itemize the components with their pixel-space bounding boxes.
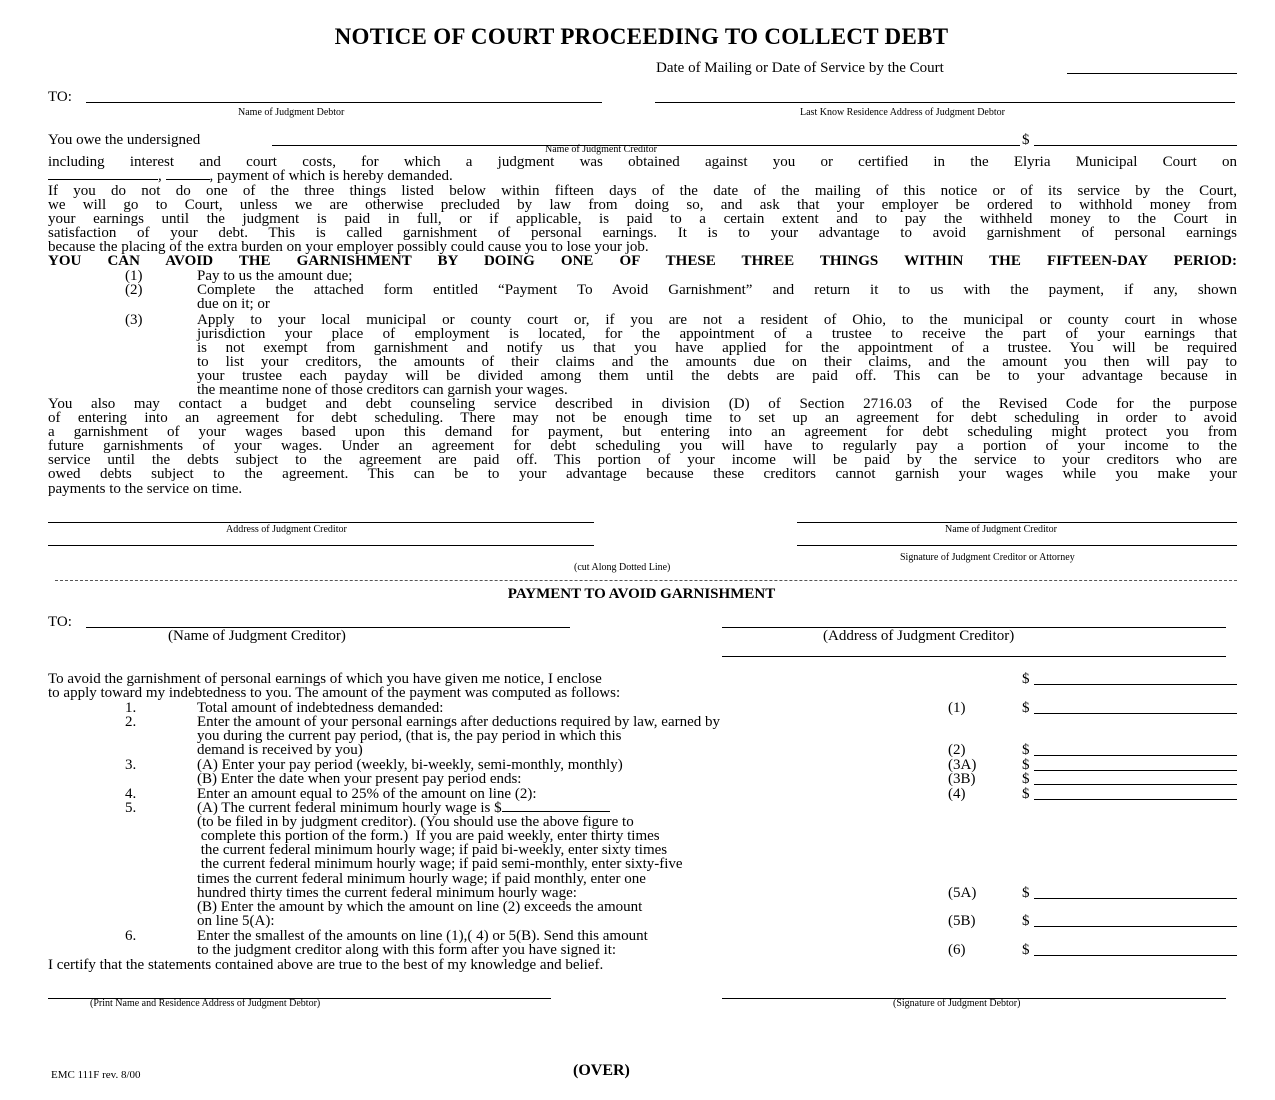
item-number: 6. bbox=[125, 928, 137, 944]
line2-amount-field[interactable] bbox=[1034, 755, 1237, 756]
item-dollar-sign: $ bbox=[1022, 742, 1030, 758]
paragraph2-line: owed debts subject to the agreement. This can be to your advantage because these creditors cannot garnish your wages while you make your bbox=[48, 466, 1237, 482]
option-text: is not exempt from garnishment and notify us that you have applied for the appointment of a trustee. You will be required bbox=[197, 340, 1237, 356]
owe-dollar-sign: $ bbox=[1022, 132, 1030, 148]
judgment-statement-line1: including interest and court costs, for which a judgment was obtained against you or certified in the Elyria Municipal Court on bbox=[48, 154, 1237, 170]
creditor-name-caption: Name of Judgment Creditor bbox=[545, 144, 657, 155]
item-text: on line 5(A): bbox=[197, 913, 275, 929]
creditor-signature-caption: Signature of Judgment Creditor or Attorney bbox=[900, 552, 1075, 563]
line6-amount-field[interactable] bbox=[1034, 955, 1237, 956]
payment-demanded-text: , payment of which is hereby demanded. bbox=[209, 168, 453, 184]
item-code: (1) bbox=[948, 700, 966, 716]
option-number: (1) bbox=[125, 268, 143, 284]
certification-statement: I certify that the statements contained above are true to the best of my knowledge and belief. bbox=[48, 957, 604, 973]
to-label: TO: bbox=[48, 89, 72, 105]
item-text: demand is received by you) bbox=[197, 742, 363, 758]
item-text: hundred thirty times the current federal minimum hourly wage: bbox=[197, 885, 577, 901]
creditor-address-caption: Address of Judgment Creditor bbox=[226, 524, 347, 535]
date-of-mailing-label: Date of Mailing or Date of Service by the Court bbox=[656, 60, 944, 76]
paragraph2-line: of entering into an agreement for debt scheduling. There may not be enough time to set up an agreement for debt scheduling in order to avoid bbox=[48, 410, 1237, 426]
payment-to-label: TO: bbox=[48, 614, 72, 630]
item-dollar-sign: $ bbox=[1022, 885, 1030, 901]
option-text: jurisdiction your place of employment is located, for the appointment of a trustee to receive the part of your earnings that bbox=[197, 326, 1237, 342]
avoid-garnishment-heading: YOU CAN AVOID THE GARNISHMENT BY DOING ONE OF THESE THREE THINGS WITHIN THE FIFTEEN-DAY PERIOD: bbox=[48, 253, 1237, 269]
item-text: Total amount of indebtedness demanded: bbox=[197, 700, 444, 716]
payment-creditor-name-caption: (Name of Judgment Creditor) bbox=[168, 628, 346, 644]
item-text: Enter the amount of your personal earnings after deductions required by law, earned by bbox=[197, 714, 721, 730]
option-text: due on it; or bbox=[197, 296, 270, 312]
cut-line-caption: (cut Along Dotted Line) bbox=[574, 562, 671, 573]
item-dollar-sign: $ bbox=[1022, 771, 1030, 787]
item-dollar-sign: $ bbox=[1022, 913, 1030, 929]
item-text: (B) Enter the date when your present pay period ends: bbox=[197, 771, 522, 787]
creditor-address-field[interactable] bbox=[48, 522, 594, 523]
creditor-signature-field[interactable] bbox=[797, 545, 1237, 546]
item-text: Enter an amount equal to 25% of the amount on line (2): bbox=[197, 786, 537, 802]
print-name-caption: (Print Name and Residence Address of Judgment Debtor) bbox=[90, 998, 321, 1009]
line1-amount-field[interactable] bbox=[1034, 713, 1237, 714]
judgment-debtor-name-field[interactable] bbox=[86, 102, 602, 103]
debtor-address-caption: Last Know Residence Address of Judgment Debtor bbox=[800, 107, 1005, 118]
item-text: Enter the smallest of the amounts on line (1),( 4) or 5(B). Send this amount bbox=[197, 928, 648, 944]
paragraph2-line: payments to the service on time. bbox=[48, 481, 243, 497]
paragraph2-line: You also may contact a budget and debt counseling service described in division (D) of Section 2716.03 of the Revised Code for the purpose bbox=[48, 396, 1237, 412]
judgment-date-field[interactable] bbox=[48, 179, 158, 180]
page-title: NOTICE OF COURT PROCEEDING TO COLLECT DEBT bbox=[334, 24, 949, 49]
paragraph1-line: we will go to Court, unless we are otherwise precluded by law from doing so, and ask that your employer be ordered to withhold money from bbox=[48, 197, 1237, 213]
debtor-address-field[interactable] bbox=[655, 102, 1235, 103]
item-text: (to be filed in by judgment creditor). (You should use the above figure to bbox=[197, 814, 634, 830]
option-text: Pay to us the amount due; bbox=[197, 268, 353, 284]
item-text: times the current federal minimum hourly wage; if paid monthly, enter one bbox=[197, 871, 646, 887]
debtor-name-caption: Name of Judgment Debtor bbox=[238, 107, 345, 118]
item-dollar-sign: $ bbox=[1022, 942, 1030, 958]
paragraph1-line: because the placing of the extra burden on your employer possibly could cause you to lose your job. bbox=[48, 239, 649, 255]
item-code: (3B) bbox=[948, 771, 976, 787]
over-label: (OVER) bbox=[573, 1062, 630, 1079]
date-of-mailing-field[interactable] bbox=[1067, 73, 1237, 74]
item-code: (6) bbox=[948, 942, 966, 958]
line5b-amount-field[interactable] bbox=[1034, 926, 1237, 927]
line5a-amount-field[interactable] bbox=[1034, 898, 1237, 899]
line3b-field[interactable] bbox=[1034, 784, 1237, 785]
item-code: (2) bbox=[948, 742, 966, 758]
option-text: Apply to your local municipal or county court or, if you are not a resident of Ohio, to the municipal or county court in whose bbox=[197, 312, 1237, 328]
creditor-name-field[interactable] bbox=[797, 522, 1237, 523]
form-id: EMC 111F rev. 8/00 bbox=[51, 1069, 141, 1081]
item-dollar-sign: $ bbox=[1022, 757, 1030, 773]
item-text: the current federal minimum hourly wage; if paid bi-weekly, enter sixty times bbox=[197, 842, 668, 858]
item-number: 3. bbox=[125, 757, 137, 773]
paragraph1-line: your earnings until the judgment is paid in full, or if applicable, is paid to a certain extent and to pay the withheld money to the Court in bbox=[48, 211, 1237, 227]
item-number: 4. bbox=[125, 786, 137, 802]
option-text: the meantime none of those creditors can garnish your wages. bbox=[197, 382, 568, 398]
item-dollar-sign: $ bbox=[1022, 700, 1030, 716]
paragraph1-line: satisfaction of your debt. This is called garnishment of personal earnings. It is to your advantage to avoid garnishment of personal earnings bbox=[48, 225, 1237, 241]
option-number: (3) bbox=[125, 312, 143, 328]
enclosed-dollar-sign: $ bbox=[1022, 671, 1030, 687]
item-text: to the judgment creditor along with this form after you have signed it: bbox=[197, 942, 617, 958]
item-number: 1. bbox=[125, 700, 137, 716]
item-code: (3A) bbox=[948, 757, 977, 773]
payment-intro-line1: To avoid the garnishment of personal earnings of which you have given me notice, I enclose bbox=[48, 671, 602, 687]
item-text: complete this portion of the form.) If you are paid weekly, enter thirty times bbox=[197, 828, 660, 844]
owed-amount-field[interactable] bbox=[1034, 145, 1237, 146]
line3a-field[interactable] bbox=[1034, 770, 1237, 771]
item-text: the current federal minimum hourly wage; if paid semi-monthly, enter sixty-five bbox=[197, 856, 683, 872]
item-text: you during the current pay period, (that is, the pay period in which this bbox=[197, 728, 622, 744]
paragraph1-line: If you do not do one of the three things listed below within fifteen days of the date of the mailing of this notice or of its service by the Court, bbox=[48, 183, 1237, 199]
item-number: 2. bbox=[125, 714, 137, 730]
option-text: your trustee each payday will be divided among them until the debts are paid off. This can be to your advantage because in bbox=[197, 368, 1237, 384]
option-number: (2) bbox=[125, 282, 143, 298]
enclosed-amount-field[interactable] bbox=[1034, 684, 1237, 685]
item-text: (A) The current federal minimum hourly wage is $ bbox=[197, 801, 610, 815]
payment-creditor-address-caption: (Address of Judgment Creditor) bbox=[823, 628, 1015, 644]
item-code: (5A) bbox=[948, 885, 977, 901]
option-text: to list your creditors, the amounts of their claims and the amounts due on their claims, and the amount you then will pay to bbox=[197, 354, 1237, 370]
payment-form-title: PAYMENT TO AVOID GARNISHMENT bbox=[507, 586, 776, 602]
option-text: Complete the attached form entitled “Payment To Avoid Garnishment” and return it to us with the payment, if any, shown bbox=[197, 282, 1237, 298]
debtor-signature-caption: (Signature of Judgment Debtor) bbox=[893, 998, 1021, 1009]
payment-creditor-address-field-2[interactable] bbox=[722, 656, 1226, 657]
item-dollar-sign: $ bbox=[1022, 786, 1030, 802]
item-text: (A) Enter your pay period (weekly, bi-weekly, semi-monthly, monthly) bbox=[197, 757, 623, 773]
payment-intro-line2: to apply toward my indebtedness to you. The amount of the payment was computed as follows: bbox=[48, 685, 621, 701]
item-text: (B) Enter the amount by which the amount on line (2) exceeds the amount bbox=[197, 899, 643, 915]
item-code: (4) bbox=[948, 786, 966, 802]
line4-amount-field[interactable] bbox=[1034, 799, 1237, 800]
owe-label: You owe the undersigned bbox=[48, 132, 201, 148]
cut-dotted-line bbox=[55, 580, 1237, 581]
item-number: 5. bbox=[125, 800, 137, 816]
paragraph2-line: service until the debts subject to the agreement are paid off. This portion of your income will be paid by the service to your creditors who are bbox=[48, 452, 1237, 468]
paragraph2-line: future garnishments of your wages. Under an agreement for debt scheduling you will have to regularly pay a portion of your income to the bbox=[48, 438, 1237, 454]
minimum-wage-field[interactable] bbox=[502, 811, 610, 812]
paragraph2-line: a garnishment of your wages based upon this demand for payment, but entering into an agreement for debt scheduling might protect you from bbox=[48, 424, 1237, 440]
creditor-address-field-2[interactable] bbox=[48, 545, 594, 546]
creditor-name-caption-2: Name of Judgment Creditor bbox=[945, 524, 1057, 535]
judgment-year-field[interactable] bbox=[166, 179, 210, 180]
item-code: (5B) bbox=[948, 913, 976, 929]
judgment-statement-line2: , , payment of which is hereby demanded. bbox=[48, 169, 453, 183]
